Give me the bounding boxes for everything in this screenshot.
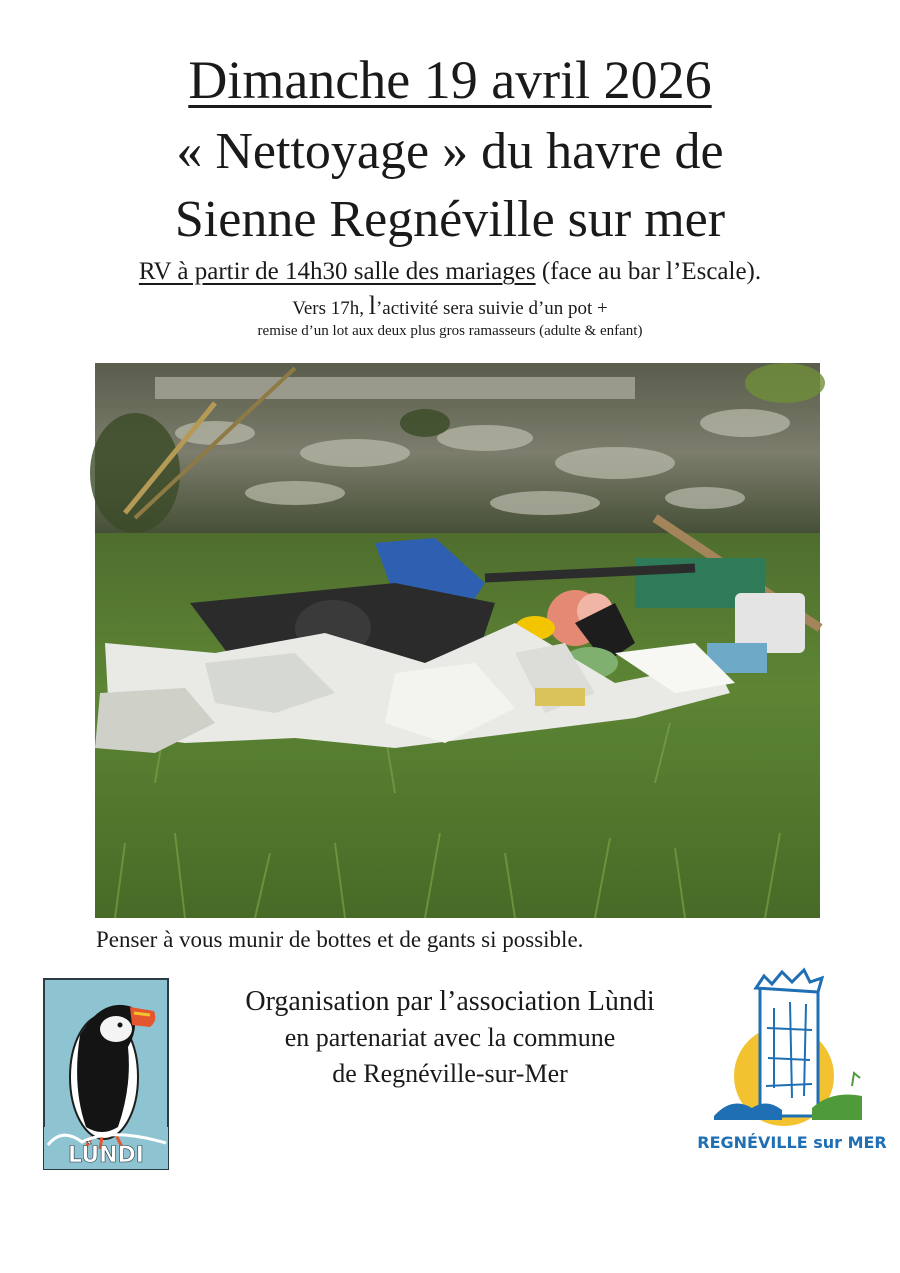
event-title-line-1: « Nettoyage » du havre de <box>176 123 724 180</box>
lundi-puffin-logo <box>42 977 170 1171</box>
meeting-place: RV à partir de 14h30 salle des mariages <box>138 258 536 285</box>
advice-text: Penser à vous munir de bottes et de gants si possible. <box>96 927 584 952</box>
lundi-logo-text: LÙNDI <box>68 1143 144 1168</box>
event-title-line-2: Sienne Regnéville sur mer <box>174 191 726 248</box>
meeting-place-note: (face au bar l’Escale). <box>535 258 762 285</box>
litter-photo <box>95 363 820 918</box>
pot-info: Vers 17h, l’activité sera suivie d’un pot + <box>292 291 608 320</box>
regneville-logo-text: REGNÉVILLE sur MER <box>697 1133 887 1152</box>
meeting-info <box>0 256 900 288</box>
prize-info: remise d’un lot aux deux plus gros ramasseurs (adulte & enfant) <box>257 323 643 339</box>
regneville-logo <box>697 968 887 1158</box>
organisation-line-2: en partenariat avec la commune <box>284 1023 616 1052</box>
organisation-line-3: de Regnéville-sur-Mer <box>332 1059 568 1088</box>
organisation-line-1: Organisation par l’association Lùndi <box>245 986 655 1017</box>
event-date: Dimanche 19 avril 2026 <box>188 50 712 110</box>
